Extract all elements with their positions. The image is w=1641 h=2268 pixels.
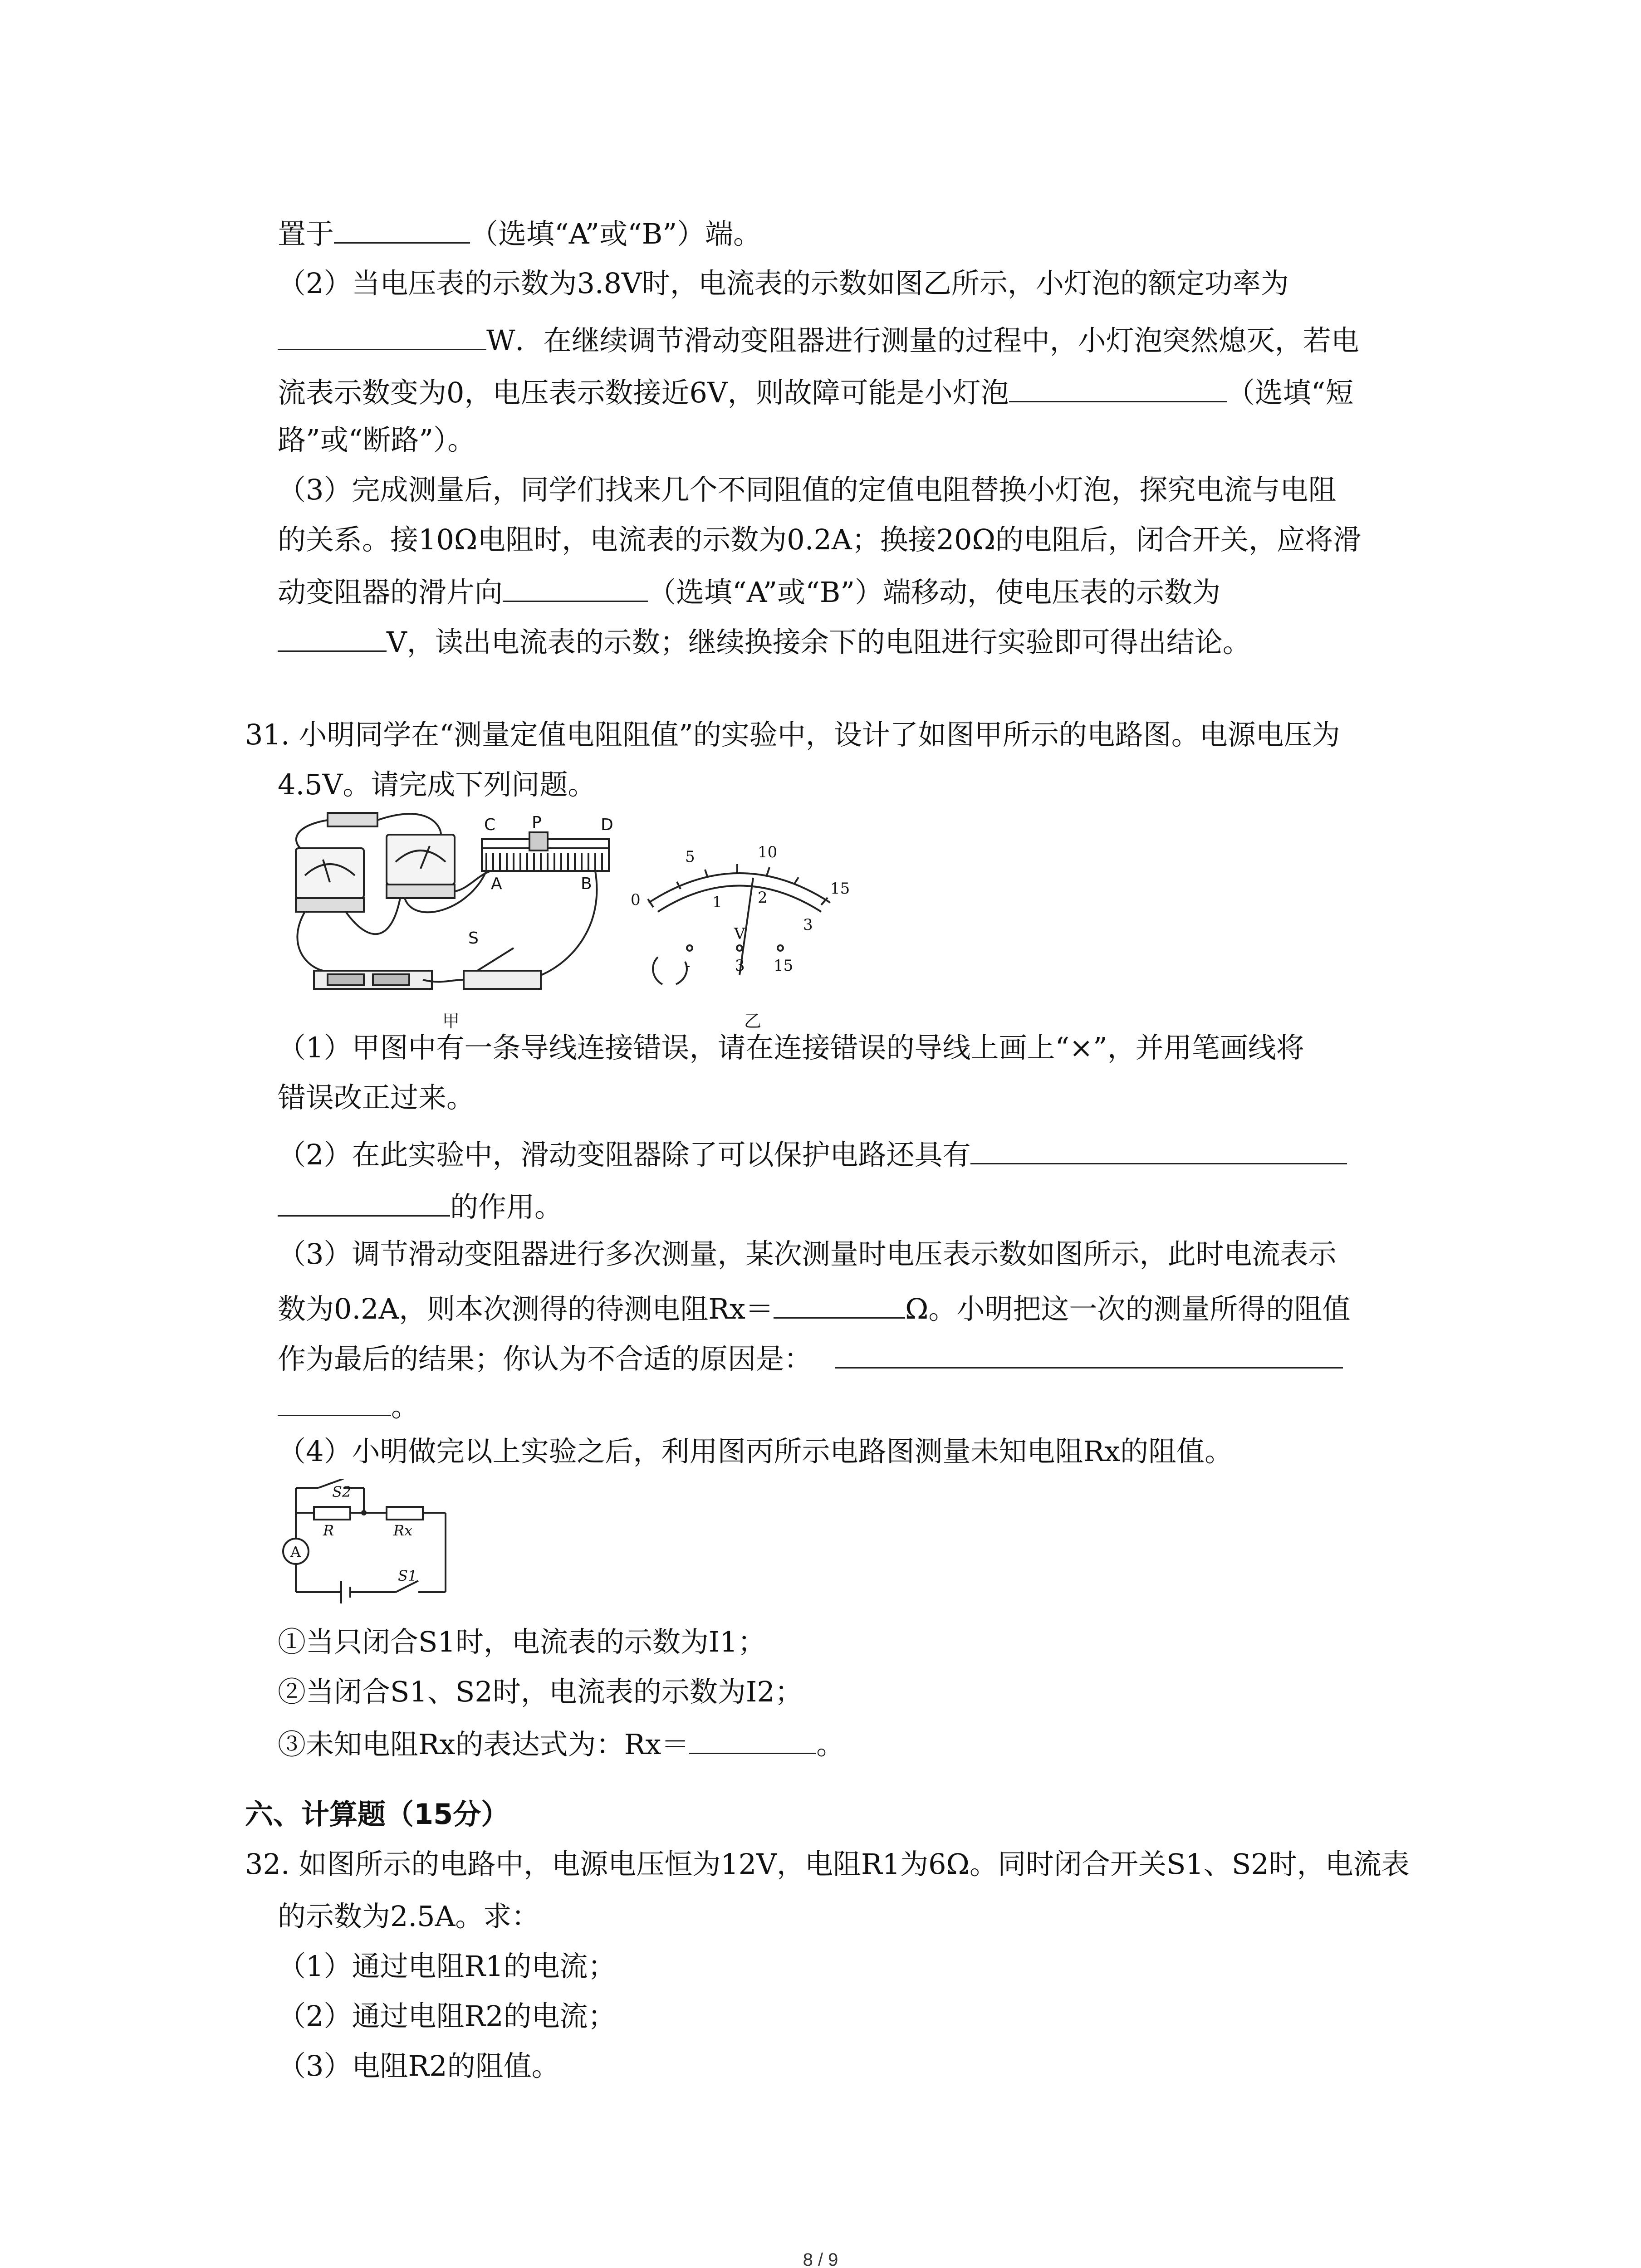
answer-blank[interactable] (278, 1386, 391, 1416)
answer-blank[interactable] (970, 1134, 1347, 1164)
q30-line-9 (278, 621, 1251, 660)
q31-part3-d (278, 1386, 419, 1425)
answer-blank[interactable] (278, 1186, 450, 1217)
q30-text: （选填“A”或“B”）端。 (470, 217, 762, 250)
q31-text: 的作用。 (450, 1190, 563, 1223)
figure-jia-circuit (278, 807, 632, 1007)
figure-jia-caption: 甲 (442, 1011, 460, 1031)
q32-part3: （3）电阻R2的阻值。 (278, 2049, 560, 2082)
scale-top-0: 0 (631, 891, 641, 909)
scale-top-15: 15 (830, 880, 850, 898)
q30-line-7: 的关系。接10Ω电阻时，电流表的示数为0.2A；换接20Ω的电阻后，闭合开关，应将滑 (278, 523, 1361, 556)
q30-text: 动变阻器的滑片向 (278, 576, 503, 609)
q30-line-2: （2）当电压表的示数为3.8V时，电流表的示数如图乙所示，小灯泡的额定功率为 (278, 267, 1289, 300)
q31-text: 作为最后的结果；你认为不合适的原因是： (278, 1342, 813, 1375)
answer-blank[interactable] (835, 1338, 1343, 1369)
section-title: 六、计算题（15分） (245, 1798, 509, 1831)
q31-stem-2: 4.5V。请完成下列问题。 (278, 768, 596, 801)
resistor-rx-label: Rx (393, 1522, 413, 1539)
rheostat-terminal-d: D (601, 816, 613, 834)
scale-top-10: 10 (758, 843, 778, 861)
q31-text: 。 (816, 1728, 845, 1761)
q30-text: W．在继续调节滑动变阻器进行测量的过程中，小灯泡突然熄灭，若电 (486, 324, 1359, 357)
answer-blank[interactable] (503, 572, 648, 602)
answer-blank[interactable] (278, 320, 486, 350)
q31-text: （2）在此实验中，滑动变阻器除了可以保护电路还具有 (278, 1138, 971, 1171)
rheostat-slider-p: P (532, 813, 542, 832)
meter-symbol: V (734, 925, 745, 943)
switch-s1-label: S1 (398, 1567, 417, 1584)
q32-stem-1: 32. 如图所示的电路中，电源电压恒为12V，电阻R1为6Ω。同时闭合开关S1、S2时，电流表 (245, 1848, 1410, 1881)
q31-text: 。 (391, 1390, 420, 1423)
q30-line-4 (278, 372, 1353, 411)
answer-blank[interactable] (689, 1724, 816, 1754)
terminal-3: 3 (735, 957, 745, 975)
q31-part3-b (278, 1288, 1350, 1327)
switch-s2-label: S2 (332, 1483, 352, 1501)
answer-blank[interactable] (278, 621, 387, 652)
q32-stem-2: 的示数为2.5A。求： (278, 1900, 540, 1933)
q30-text: 置于 (278, 217, 334, 250)
q31-part3-c (278, 1338, 1343, 1377)
q30-line-3 (278, 320, 1359, 359)
scale-bottom-3: 3 (803, 916, 813, 934)
q30-text: （选填“A”或“B”）端移动，使电压表的示数为 (648, 576, 1221, 609)
q31-step3 (278, 1724, 844, 1763)
q31-stem-1: 31. 小明同学在“测量定值电阻阻值”的实验中，设计了如图甲所示的电路图。电源电压为 (245, 718, 1340, 751)
scale-bottom-1: 1 (712, 893, 722, 911)
rheostat-terminal-c: C (484, 816, 496, 834)
figure-bing-schematic (278, 1479, 468, 1610)
scale-top-5: 5 (685, 848, 695, 866)
answer-blank[interactable] (774, 1288, 905, 1319)
q30-line-1 (278, 213, 761, 252)
q30-text: V，读出电流表的示数；继续换接余下的电阻进行实验即可得出结论。 (387, 626, 1251, 659)
terminal-minus: - (685, 957, 691, 975)
q31-part1-b: 错误改正过来。 (278, 1081, 475, 1114)
q32-part1: （1）通过电阻R1的电流； (278, 1950, 616, 1983)
q30-line-8 (278, 572, 1220, 611)
q30-line-5: 路”或“断路”）。 (278, 423, 476, 456)
q30-text: （选填“短 (1226, 376, 1354, 409)
q31-text: Ω。小明把这一次的测量所得的阻值 (905, 1292, 1351, 1325)
answer-blank[interactable] (334, 213, 470, 244)
ammeter-symbol: A (290, 1543, 301, 1560)
page-number: 8 / 9 (803, 2250, 838, 2268)
q31-part4: （4）小明做完以上实验之后，利用图丙所示电路图测量未知电阻Rx的阻值。 (278, 1435, 1233, 1468)
q31-part2-a (278, 1134, 1347, 1173)
q32-part2: （2）通过电阻R2的电流； (278, 1999, 616, 2033)
q30-text: 流表示数变为0，电压表示数接近6V，则故障可能是小灯泡 (278, 376, 1009, 409)
answer-blank[interactable] (1009, 372, 1227, 402)
resistor-r-label: R (323, 1522, 334, 1539)
q31-text: 数为0.2A，则本次测得的待测电阻Rx＝ (278, 1292, 774, 1325)
scale-bottom-2: 2 (758, 889, 768, 907)
rheostat-terminal-b: B (581, 875, 592, 893)
q31-text: ③未知电阻Rx的表达式为：Rx＝ (278, 1728, 690, 1761)
terminal-15: 15 (774, 957, 794, 975)
q31-step1: ①当只闭合S1时，电流表的示数为I1； (278, 1625, 766, 1658)
q31-part1-a: （1）甲图中有一条导线连接错误，请在连接错误的导线上画上“×”，并用笔画线将 (278, 1031, 1304, 1064)
q31-part2-b (278, 1186, 563, 1225)
figure-yi-caption: 乙 (744, 1011, 762, 1031)
rheostat-terminal-a: A (491, 875, 502, 893)
q30-line-6: （3）完成测量后，同学们找来几个不同阻值的定值电阻替换小灯泡，探究电流与电阻 (278, 473, 1337, 506)
q31-part3-a: （3）调节滑动变阻器进行多次测量，某次测量时电压表示数如图所示，此时电流表示 (278, 1237, 1337, 1271)
q31-step2: ②当闭合S1、S2时，电流表的示数为I2； (278, 1675, 803, 1708)
switch-label: S (468, 929, 479, 948)
figure-yi-voltmeter (622, 826, 857, 998)
